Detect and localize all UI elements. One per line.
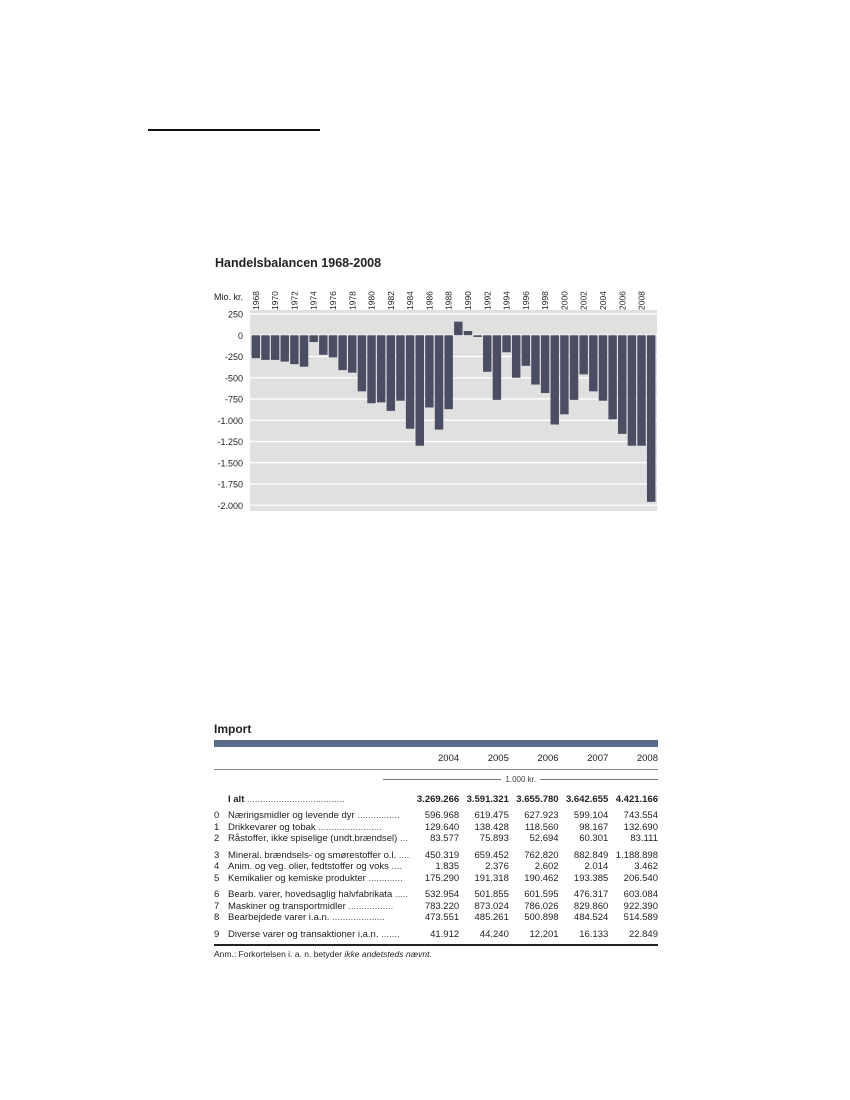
row-code: 2 [214,833,220,845]
row-value: 41.912 [430,928,460,940]
x-tick-label: 1992 [482,291,493,310]
bar [464,331,472,335]
x-tick-label: 2008 [636,291,647,310]
bar [493,335,501,400]
year-header: 2005 [459,747,509,770]
row-value: 476.317 [573,889,609,901]
bar [647,335,655,502]
row-code: 8 [214,912,220,924]
total-value: 3.655.780 [516,793,559,805]
x-tick-label: 1976 [327,291,338,310]
row-code: 4 [214,861,220,873]
row-value: 873.024 [474,900,509,912]
x-tick-label: 1968 [250,291,261,310]
row-value: 882.849 [573,849,609,861]
row-value: 484.524 [573,912,609,924]
bar [551,335,559,424]
row-code: 1 [214,821,220,833]
row-value: 619.475 [474,810,509,822]
row-label: Kemikalier og kemiske produkter [228,872,366,884]
total-row: I alt ..................................... 3.269.266 3.591.321 3.655.780 3.642.655 4.421.166 [214,788,658,810]
bar [281,335,289,361]
unit-label: 1.000 kr. [505,774,537,784]
row-value: 1.188.898 [615,849,658,861]
x-tick-label: 2004 [597,291,608,310]
row-value: 485.261 [474,912,509,924]
bar [271,335,279,360]
row-value: 16.133 [579,928,609,940]
y-tick-label: -1.750 [217,479,243,490]
row-value: 659.452 [474,849,509,861]
row-value: 603.084 [623,889,658,901]
bar [589,335,597,391]
y-tick-label: -2.000 [217,500,243,511]
table-note [214,949,658,959]
row-value: 75.893 [479,833,509,845]
x-tick-label: 1978 [347,291,358,310]
row-value: 138.428 [474,821,509,833]
y-tick-label: -500 [224,373,243,384]
note-italic: ikke andetsteds nævnt. [344,949,432,959]
row-label: Råstoffer, ikke spiselige (undt.brændsel) [228,833,398,845]
bar [618,335,626,434]
row-code: 9 [214,928,220,940]
year-header: 2008 [608,747,658,770]
table-row: 9 Diverse varer og transaktioner i.a.n. ....... 41.912 44.240 12.201 16.133 22.849 [214,928,658,940]
row-label: Bearb. varer, hovedsaglig halvfabrikata [228,889,393,901]
top-rule [148,129,320,131]
bar [502,335,510,352]
bar [435,335,443,429]
row-value: 601.595 [524,889,559,901]
bar [367,335,375,403]
row-value: 190.462 [524,872,559,884]
bar [541,335,549,393]
x-tick-label: 1984 [405,291,416,310]
y-axis-label: Mio. kr. [214,292,244,302]
row-value: 132.690 [623,821,658,833]
x-tick-label: 1990 [462,291,473,310]
y-tick-label: -1.250 [217,437,243,447]
bar [483,335,491,372]
total-value: 3.591.321 [466,793,509,805]
y-tick-label: -750 [224,394,243,405]
x-tick-label: 1996 [520,291,531,310]
bar [338,335,346,370]
bar [473,335,481,337]
y-tick-label: 250 [227,309,243,320]
row-label: Drikkevarer og tobak [228,821,316,833]
x-tick-label: 1988 [443,291,454,310]
bar [387,335,395,411]
row-value: 175.290 [424,872,460,884]
row-label: Maskiner og transportmidler [228,900,346,912]
bar [560,335,568,414]
x-tick-label: 1986 [424,291,435,310]
note-text: Anm.: Forkortelsen i. a. n. betyder [214,949,345,959]
y-tick-label: 0 [237,330,243,341]
y-tick-label: -250 [224,352,243,362]
total-label: I alt [228,793,245,805]
table-row: 0 Næringsmidler og levende dyr ................ 596.968 619.475 627.923 599.104 743.554 [214,810,658,822]
x-tick-label: 1982 [385,291,396,310]
bar [570,335,578,400]
year-header: 2007 [559,747,609,770]
row-code: 7 [214,900,220,912]
bar [522,335,530,366]
bar [425,335,433,407]
year-header: 2006 [509,747,559,770]
bar [579,335,587,374]
x-tick-label: 2002 [578,291,589,310]
table-row: 2 Råstoffer, ikke spiselige (undt.brændsel) ... 83.577 75.893 52.694 60.301 83.111 [214,833,658,845]
row-code: 5 [214,872,220,884]
row-code: 0 [214,810,220,822]
x-tick-label: 1970 [270,291,281,310]
row-value: 118.560 [524,821,559,833]
bar [608,335,616,419]
bar [512,335,520,378]
row-value: 501.855 [474,889,509,901]
chart-title: Handelsbalancen 1968-2008 [215,256,382,270]
row-value: 206.540 [623,872,658,884]
bar [416,335,424,446]
table-row: 3 Mineral. brændsels- og smørestoffer o.l. .... 450.319 659.452 762.820 882.849 1.188.898 [214,849,658,861]
row-value: 829.860 [573,900,609,912]
x-tick-label: 2000 [559,291,570,310]
row-value: 83.111 [630,833,658,845]
table-row: 4 Anim. og veg. olier, fedtstoffer og voks .... 1.835 2.376 2.602 2.014 3.462 [214,861,658,873]
bar [309,335,317,342]
total-value: 4.421.166 [615,793,658,805]
row-value: 2.376 [485,861,509,873]
table-row: 1 Drikkevarer og tobak ........................ 129.640 138.428 118.560 98.167 132.690 [214,821,658,833]
row-value: 52.694 [529,833,559,845]
table-bottom-rule [214,944,658,946]
import-table [214,747,658,940]
row-value: 191.318 [474,872,509,884]
year-header: 2004 [409,747,459,770]
bar [348,335,356,372]
row-value: 762.820 [524,849,559,861]
table-row: 7 Maskiner og transportmidler ................. 783.220 873.024 786.026 829.860 922.390 [214,900,658,912]
table-header-row [214,747,658,770]
row-label: Næringsmidler og levende dyr [228,810,355,822]
row-code: 6 [214,889,220,901]
table-title: Import [214,722,252,736]
bar [531,335,539,384]
bar [261,335,269,360]
row-value: 3.462 [634,861,658,873]
row-value: 2.014 [584,861,609,873]
row-value: 627.923 [524,810,559,822]
bar [628,335,636,446]
bar [290,335,298,364]
row-value: 1.835 [435,861,460,873]
row-value: 60.301 [579,833,609,845]
row-value: 514.589 [623,912,658,924]
row-value: 22.849 [628,928,658,940]
table-row: 8 Bearbejdede varer i.a.n. .................... 473.551 485.261 500.898 484.524 514.589 [214,912,658,924]
row-value: 129.640 [424,821,460,833]
bar [329,335,337,357]
row-label: Anim. og veg. olier, fedtstoffer og voks [228,861,389,873]
header-blank [214,747,409,770]
row-value: 743.554 [623,810,658,822]
bar [319,335,327,355]
row-value: 500.898 [524,912,559,924]
import-table-section [214,722,658,959]
x-tick-label: 1994 [501,291,512,310]
row-label: Mineral. brændsels- og smørestoffer o.l. [228,849,397,861]
bar [358,335,366,391]
row-label: Bearbejdede varer i.a.n. [228,912,330,924]
bar [406,335,414,429]
bar [444,335,452,409]
row-label: Diverse varer og transaktioner i.a.n. [228,928,379,940]
table-row: 6 Bearb. varer, hovedsaglig halvfabrikata ..... 532.954 501.855 601.595 476.317 603.084 [214,889,658,901]
bar [377,335,385,402]
row-value: 83.577 [430,833,460,845]
bar [637,335,645,446]
row-value: 2.602 [534,861,559,873]
row-value: 922.390 [623,900,658,912]
total-value: 3.269.266 [416,793,460,805]
total-value: 3.642.655 [566,793,609,805]
row-value: 12.201 [529,928,559,940]
table-header-bar [214,740,658,747]
trade-balance-chart [213,283,659,511]
bar [454,322,462,336]
row-value: 473.551 [424,912,460,924]
x-tick-label: 1998 [540,291,551,310]
y-tick-label: -1.000 [217,415,243,426]
x-tick-label: 1972 [289,291,300,310]
bar [252,335,260,358]
row-value: 450.319 [424,849,460,861]
row-value: 193.385 [573,872,609,884]
row-value: 783.220 [424,900,460,912]
row-value: 44.240 [479,928,509,940]
bar [300,335,308,366]
row-value: 786.026 [524,900,559,912]
row-value: 599.104 [573,810,609,822]
table-row: 5 Kemikalier og kemiske produkter ............. 175.290 191.318 190.462 193.385 206.540 [214,872,658,884]
bar [396,335,404,400]
row-value: 596.968 [424,810,460,822]
row-value: 98.167 [579,821,609,833]
y-tick-label: -1.500 [217,458,243,469]
unit-row [214,770,658,789]
x-tick-label: 1980 [366,291,377,310]
row-code: 3 [214,849,220,861]
bar [599,335,607,400]
row-value: 532.954 [424,889,460,901]
x-tick-label: 2006 [617,291,628,310]
x-tick-label: 1974 [308,291,319,310]
